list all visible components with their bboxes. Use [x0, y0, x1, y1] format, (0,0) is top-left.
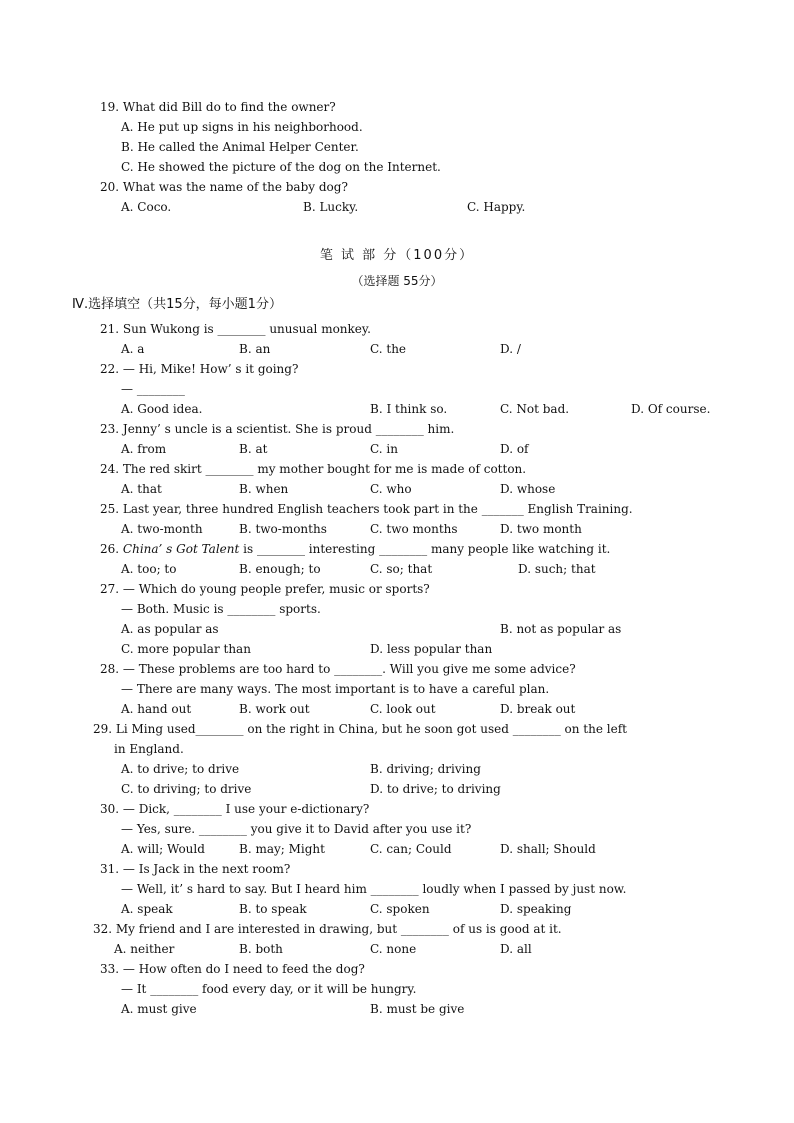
- q27-option-c: C. more popular than: [121, 642, 251, 656]
- q27-option-a: A. as popular as: [121, 622, 219, 636]
- q24-option-d: D. whose: [500, 482, 556, 496]
- q29-option-d: D. to drive; to driving: [370, 782, 501, 796]
- question-29-stem: 29. Li Ming used________ on the right in China, but he soon got used ________ on the left: [93, 722, 627, 736]
- q32-option-d: D. all: [500, 942, 532, 956]
- q22-option-d: D. Of course.: [631, 402, 711, 416]
- q31-response-line: — Well, it’ s hard to say. But I heard him ________ loudly when I passed by just now.: [121, 882, 627, 896]
- q20-option-a: A. Coco.: [121, 200, 172, 214]
- q19-option-b: B. He called the Animal Helper Center.: [121, 140, 359, 154]
- q29-option-c: C. to driving; to drive: [121, 782, 252, 796]
- q25-option-b: B. two-months: [239, 522, 327, 536]
- question-26-stem: [100, 539, 610, 559]
- q24-option-c: C. who: [370, 482, 412, 496]
- q30-option-b: B. may; Might: [239, 842, 325, 856]
- section-heading: Ⅳ.选择填空（共15分，每小题1分）: [72, 297, 282, 312]
- q28-option-b: B. work out: [239, 702, 310, 716]
- q26-show-title: China’ s Got Talent: [122, 542, 240, 556]
- q24-option-a: A. that: [121, 482, 162, 496]
- question-19-stem: 19. What did Bill do to find the owner?: [100, 100, 336, 114]
- q25-option-d: D. two month: [500, 522, 582, 536]
- q31-option-b: B. to speak: [239, 902, 307, 916]
- q26-number: 26.: [100, 542, 123, 556]
- q28-option-d: D. break out: [500, 702, 576, 716]
- question-33-stem: 33. — How often do I need to feed the dog?: [100, 962, 365, 976]
- q33-response-line: — It ________ food every day, or it will be hungry.: [121, 982, 417, 996]
- question-20-stem: 20. What was the name of the baby dog?: [100, 180, 348, 194]
- question-24-stem: 24. The red skirt ________ my mother bought for me is made of cotton.: [100, 462, 527, 476]
- q22-response-line: — ________: [121, 382, 185, 396]
- q33-option-a: A. must give: [121, 1002, 197, 1016]
- question-30-stem: 30. — Dick, ________ I use your e-dictionary?: [100, 802, 370, 816]
- q32-option-a: A. neither: [114, 942, 175, 956]
- q25-option-c: C. two months: [370, 522, 458, 536]
- q24-option-b: B. when: [239, 482, 289, 496]
- q22-option-c: C. Not bad.: [500, 402, 570, 416]
- q20-option-c: C. Happy.: [467, 200, 526, 214]
- q26-option-b: B. enough; to: [239, 562, 321, 576]
- question-31-stem: 31. — Is Jack in the next room?: [100, 862, 291, 876]
- q27-response-line: — Both. Music is ________ sports.: [121, 602, 321, 616]
- q19-option-a: A. He put up signs in his neighborhood.: [121, 120, 363, 134]
- q19-option-c: C. He showed the picture of the dog on the Internet.: [121, 160, 441, 174]
- q33-option-b: B. must be give: [370, 1002, 465, 1016]
- written-part-subtitle: （选择题 55分）: [351, 274, 443, 288]
- written-part-title: 笔 试 部 分（100分）: [319, 248, 475, 263]
- question-21-stem: 21. Sun Wukong is ________ unusual monkey.: [100, 322, 371, 336]
- q23-option-b: B. at: [239, 442, 268, 456]
- q26-option-a: A. too; to: [121, 562, 177, 576]
- q21-option-d: D. /: [500, 342, 521, 356]
- question-25-stem: 25. Last year, three hundred English teachers took part in the _______ English Training.: [100, 502, 633, 516]
- q28-option-a: A. hand out: [121, 702, 192, 716]
- q27-option-b: B. not as popular as: [500, 622, 622, 636]
- q28-response-line: — There are many ways. The most important is to have a careful plan.: [121, 682, 550, 696]
- question-32-stem: 32. My friend and I are interested in drawing, but ________ of us is good at it.: [93, 922, 562, 936]
- q23-option-d: D. of: [500, 442, 529, 456]
- q29-option-a: A. to drive; to drive: [121, 762, 240, 776]
- q23-option-a: A. from: [121, 442, 167, 456]
- q21-option-c: C. the: [370, 342, 407, 356]
- question-27-stem: 27. — Which do young people prefer, music or sports?: [100, 582, 430, 596]
- q29-stem-continued: in England.: [114, 742, 184, 756]
- q21-option-b: B. an: [239, 342, 271, 356]
- q22-option-b: B. I think so.: [370, 402, 448, 416]
- question-23-stem: 23. Jenny’ s uncle is a scientist. She is proud ________ him.: [100, 422, 455, 436]
- q26-option-c: C. so; that: [370, 562, 433, 576]
- q32-option-c: C. none: [370, 942, 417, 956]
- q30-option-a: A. will; Would: [121, 842, 205, 856]
- q30-response-line: — Yes, sure. ________ you give it to David after you use it?: [121, 822, 472, 836]
- q26-option-d: D. such; that: [518, 562, 596, 576]
- q26-stem-text: is ________ interesting ________ many people like watching it.: [239, 542, 611, 556]
- q31-option-d: D. speaking: [500, 902, 572, 916]
- q20-option-b: B. Lucky.: [303, 200, 359, 214]
- q31-option-c: C. spoken: [370, 902, 430, 916]
- question-22-stem: 22. — Hi, Mike! How’ s it going?: [100, 362, 299, 376]
- q23-option-c: C. in: [370, 442, 398, 456]
- q31-option-a: A. speak: [121, 902, 173, 916]
- q32-option-b: B. both: [239, 942, 283, 956]
- question-28-stem: 28. — These problems are too hard to ________. Will you give me some advice?: [100, 662, 576, 676]
- q22-option-a: A. Good idea.: [121, 402, 203, 416]
- q25-option-a: A. two-month: [121, 522, 203, 536]
- q30-option-c: C. can; Could: [370, 842, 452, 856]
- q27-option-d: D. less popular than: [370, 642, 493, 656]
- q28-option-c: C. look out: [370, 702, 436, 716]
- q21-option-a: A. a: [121, 342, 145, 356]
- q30-option-d: D. shall; Should: [500, 842, 596, 856]
- q29-option-b: B. driving; driving: [370, 762, 481, 776]
